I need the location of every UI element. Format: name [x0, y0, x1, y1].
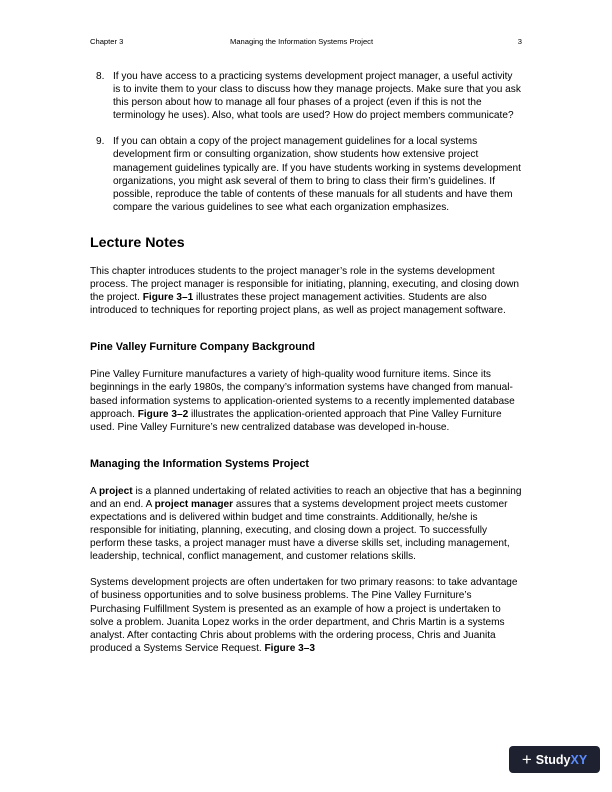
- pvf-paragraph: [90, 368, 522, 433]
- chapter-label: Chapter 3: [90, 37, 124, 46]
- pvf-text-start: Pine Valley Furniture manufactures a variety of high-quality wood furniture items. Since its beginnings in the early 1980s, the company’s information systems have changed from manual-based information systems to application-oriented systems to a recently implemented database approach.: [90, 369, 515, 420]
- list-item-text: If you have access to a practicing systems development project manager, a useful activity is to invite them to your class to discuss how they manage projects. Make sure that you ask this person about how to manage all four phases of a project (even if this is not the terminology he uses). Also, what tools are used? How do project members communicate?: [113, 71, 521, 122]
- list-item-text: If you can obtain a copy of the project management guidelines for a local systems development firm or consulting organization, show students how extensive project management guidelines typically are. If you have students working in systems development organizations, you might ask several of them to bring to class their firm’s guidelines. If possible, reproduce the table of contents of these manuals for all students and have them compare the various guidelines to see what each organization emphasizes.: [113, 136, 521, 213]
- logo-word-accent: XY: [570, 752, 588, 767]
- page-content: [90, 70, 522, 668]
- pvf-text-end: illustrates the application-oriented approach that Pine Valley Furniture used. Pine Valley Furniture’s new centralized database was developed in-house.: [90, 408, 502, 433]
- logo-word-main: Study: [535, 752, 571, 767]
- page-header: [90, 36, 522, 48]
- figure-reference: Figure 3–2: [137, 408, 189, 420]
- lecture-notes-heading: Lecture Notes: [90, 234, 185, 251]
- para-text: A: [90, 485, 99, 497]
- page-number: 3: [517, 37, 522, 46]
- studyxy-logo[interactable]: [509, 746, 600, 773]
- intro-text-end: illustrates these project management activities. Students are also introduced to techniques for reporting project plans, as well as project management software.: [90, 292, 506, 317]
- para-text: Systems development projects are often undertaken for two primary reasons: to take advantage of business opportunities and to solve business problems. The Pine Valley Furniture’s Purchasing Fulfillment System is presented as an example of how a project is undertaken to solve a problem. Juanita Lopez works in the order department, and Chris Martin is a systems analyst. After contacting Chris about problems with the ordering process, Chris and Juanita produced a Systems Service Request.: [90, 577, 518, 654]
- header-title: Managing the Information Systems Project: [230, 37, 374, 46]
- projects-reasons-paragraph: [90, 576, 522, 655]
- term-project-manager: project manager: [154, 498, 234, 510]
- managing-heading: Managing the Information Systems Project: [90, 457, 309, 470]
- list-item: [90, 135, 522, 214]
- list-item-number: 9.: [96, 136, 105, 148]
- term-project: project: [98, 485, 133, 497]
- project-definition-paragraph: [90, 485, 522, 564]
- intro-text-start: This chapter introduces students to the project manager’s role in the systems development process. The project manager is responsible for initiating, planning, executing, and closing down the project.: [90, 265, 520, 304]
- plus-icon: +: [521, 750, 532, 769]
- figure-reference: Figure 3–3: [264, 642, 315, 654]
- list-item-number: 8.: [96, 71, 105, 82]
- pvf-heading: Pine Valley Furniture Company Background: [90, 341, 315, 354]
- lecture-notes-intro: [90, 265, 522, 317]
- para-text: assures that a systems development project meets customer expectations and is delivered within budget and time constraints. Additionally, he/she is responsible for initiating, planning, executing, and closing down a project. To successfully perform these tasks, a project manager must have a diverse skills set, including management, leadership, technical, conflict management, and customer relations skills.: [90, 498, 510, 563]
- list-item: [90, 70, 522, 122]
- figure-reference: Figure 3–1: [142, 292, 194, 304]
- para-text: is a planned undertaking of related activities to reach an objective that has a beginning and an end. A: [90, 485, 522, 510]
